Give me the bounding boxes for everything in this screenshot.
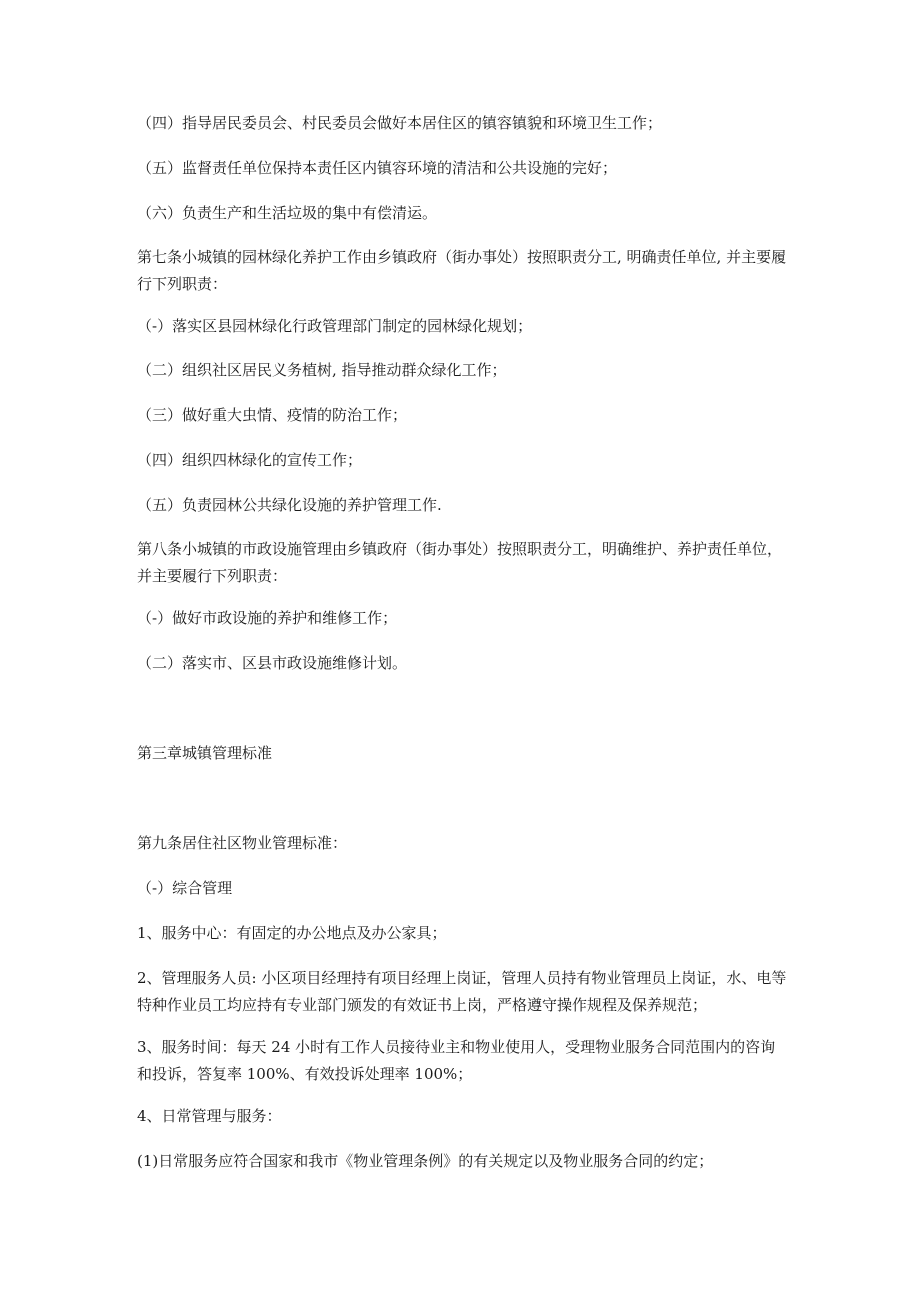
paragraph-greening-1: （-）落实区县园林绿化行政管理部门制定的园林绿化规划； bbox=[137, 317, 533, 335]
paragraph-item-4-1: (1)日常服务应符合国家和我市《物业管理条例》的有关规定以及物业服务合同的约定； bbox=[137, 1152, 714, 1170]
paragraph-municipal-1: （-）做好市政设施的养护和维修工作； bbox=[137, 609, 398, 627]
paragraph-item-2: 2、管理服务人员: 小区项目经理持有项目经理上岗证，管理人员持有物业管理员上岗证，水、电等特种作业员工均应持有专业部门颁发的有效证书上岗，严格遵守操作规程及保养规范； bbox=[137, 969, 787, 1014]
paragraph-item-4: 4、日常管理与服务： bbox=[137, 1107, 282, 1125]
paragraph-article-8: 第八条小城镇的市政设施管理由乡镇政府（街办事处）按照职责分工，明确维护、养护责任单位，并主要履行下列职责： bbox=[137, 540, 783, 585]
paragraph-article-7: 第七条小城镇的园林绿化养护工作由乡镇政府（街办事处）按照职责分工, 明确责任单位, 并主要履行下列职责： bbox=[137, 248, 787, 293]
paragraph-section-general: （-）综合管理 bbox=[137, 879, 233, 897]
paragraph-greening-4: （四）组织四林绿化的宣传工作； bbox=[137, 451, 363, 469]
paragraph-greening-5: （五）负责园林公共绿化设施的养护管理工作. bbox=[137, 496, 442, 514]
paragraph-greening-2: （二）组织社区居民义务植树, 指导推动群众绿化工作； bbox=[137, 361, 507, 379]
paragraph-duty-5: （五）监督责任单位保持本责任区内镇容环境的清洁和公共设施的完好； bbox=[137, 159, 618, 177]
paragraph-duty-4: （四）指导居民委员会、村民委员会做好本居住区的镇容镇貌和环境卫生工作； bbox=[137, 114, 663, 132]
chapter-heading: 第三章城镇管理标准 bbox=[137, 744, 273, 762]
paragraph-municipal-2: （二）落实市、区县市政设施维修计划。 bbox=[137, 654, 408, 672]
paragraph-greening-3: （三）做好重大虫情、疫情的防治工作； bbox=[137, 406, 408, 424]
paragraph-item-1: 1、服务中心：有固定的办公地点及办公家具； bbox=[137, 924, 447, 942]
paragraph-item-3: 3、服务时间：每天 24 小时有工作人员接待业主和物业使用人，受理物业服务合同范围内的咨询和投诉，答复率 100%、有效投诉处理率 100%； bbox=[137, 1038, 776, 1083]
paragraph-article-9: 第九条居住社区物业管理标准： bbox=[137, 834, 348, 852]
paragraph-duty-6: （六）负责生产和生活垃圾的集中有偿清运。 bbox=[137, 204, 438, 222]
